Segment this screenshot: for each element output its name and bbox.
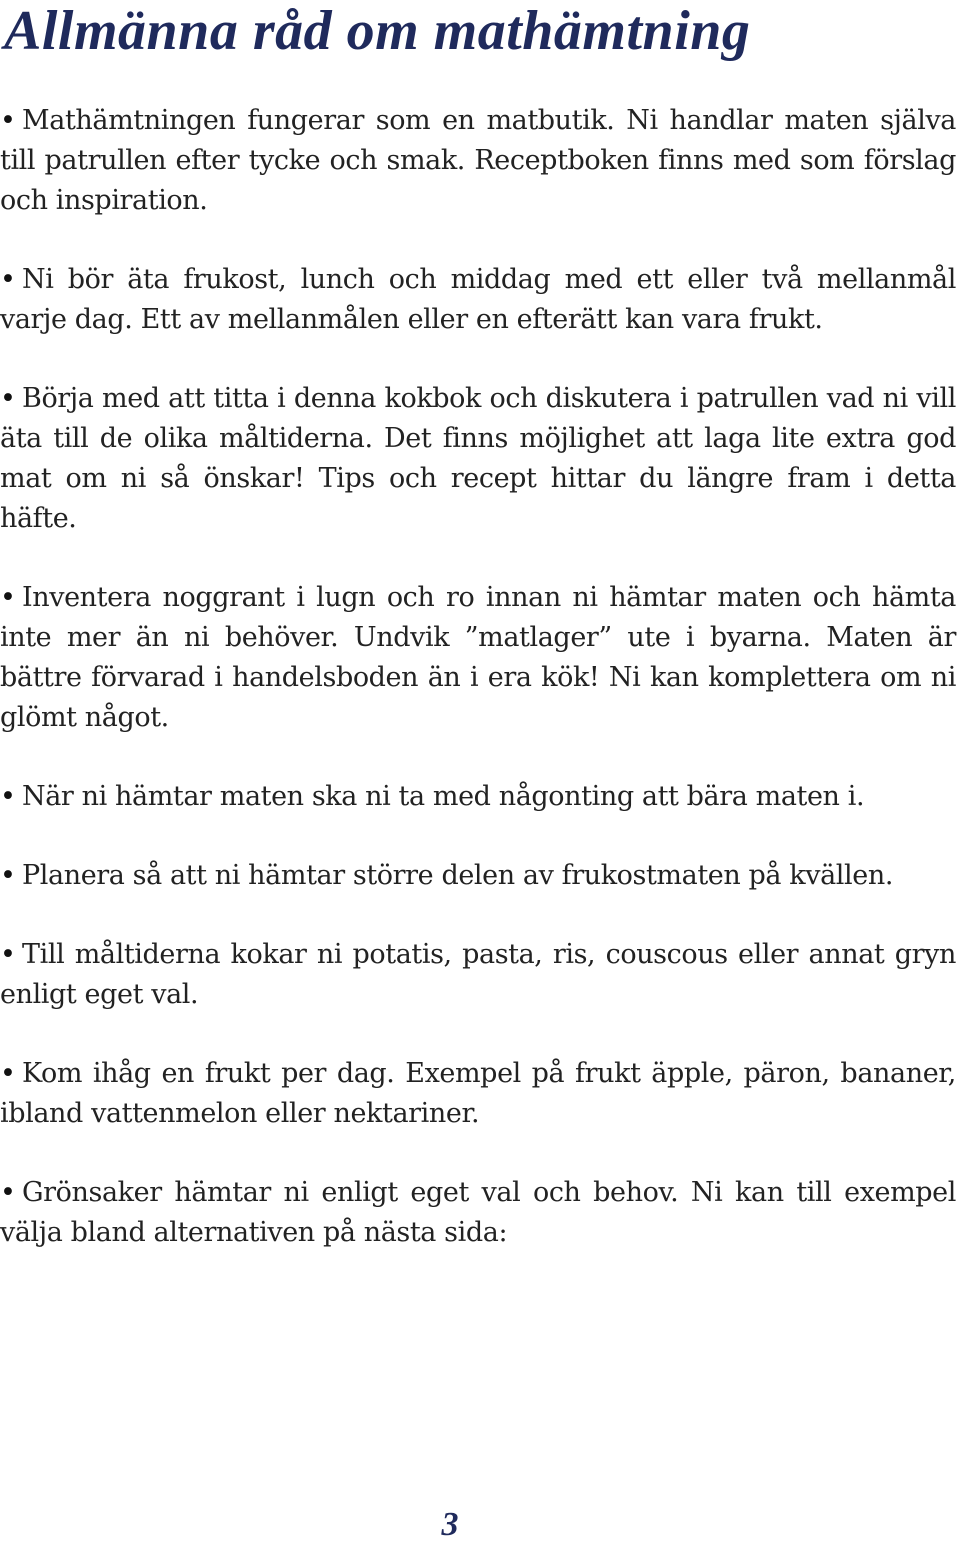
tip-item — [0, 260, 956, 340]
tip-text: Planera så att ni hämtar större delen av frukostmaten på kvällen. — [22, 860, 894, 891]
page-number: 3 — [441, 1506, 459, 1543]
bullet-icon: • — [0, 1058, 16, 1089]
page-title: Allmänna råd om mathämtning — [4, 0, 751, 62]
bullet-icon: • — [0, 264, 16, 295]
bullet-icon: • — [0, 860, 16, 891]
tip-text: Till måltiderna kokar ni potatis, pasta, ris, couscous eller annat gryn enligt eget val. — [0, 939, 956, 1010]
tip-text: Grönsaker hämtar ni enligt eget val och behov. Ni kan till exempel välja bland alternativen på nästa sida: — [0, 1177, 956, 1248]
tip-item — [0, 935, 956, 1015]
tip-text: Börja med att titta i denna kokbok och diskutera i patrullen vad ni vill äta till de olika måltiderna. Det finns möjlighet att laga lite extra god mat om ni så önskar! Tips och recept hittar du längre fram i detta häfte. — [0, 383, 956, 534]
tip-item — [0, 101, 956, 221]
bullet-icon: • — [0, 1177, 16, 1208]
tip-item — [0, 578, 956, 738]
tips-list — [0, 101, 956, 1292]
bullet-icon: • — [0, 939, 16, 970]
tip-text: När ni hämtar maten ska ni ta med någonting att bära maten i. — [22, 781, 865, 812]
tip-item — [0, 856, 956, 896]
tip-text: Kom ihåg en frukt per dag. Exempel på frukt äpple, päron, bananer, ibland vattenmelon eller nektariner. — [0, 1058, 956, 1129]
tip-text: Mathämtningen fungerar som en matbutik. Ni handlar maten själva till patrullen efter tycke och smak. Receptboken finns med som förslag och inspiration. — [0, 105, 956, 216]
tip-item — [0, 777, 956, 817]
tip-item — [0, 379, 956, 539]
tip-text: Inventera noggrant i lugn och ro innan ni hämtar maten och hämta inte mer än ni behöver. Undvik ”matlager” ute i byarna. Maten är bättre förvarad i handelsboden än i era kök! Ni kan komplettera om ni glömt något. — [0, 582, 956, 733]
tip-text: Ni bör äta frukost, lunch och middag med ett eller två mellanmål varje dag. Ett av mellanmålen eller en efterätt kan vara frukt. — [0, 264, 956, 335]
tip-item — [0, 1054, 956, 1134]
bullet-icon: • — [0, 781, 16, 812]
bullet-icon: • — [0, 582, 16, 613]
tip-item — [0, 1173, 956, 1253]
bullet-icon: • — [0, 383, 16, 414]
bullet-icon: • — [0, 105, 16, 136]
